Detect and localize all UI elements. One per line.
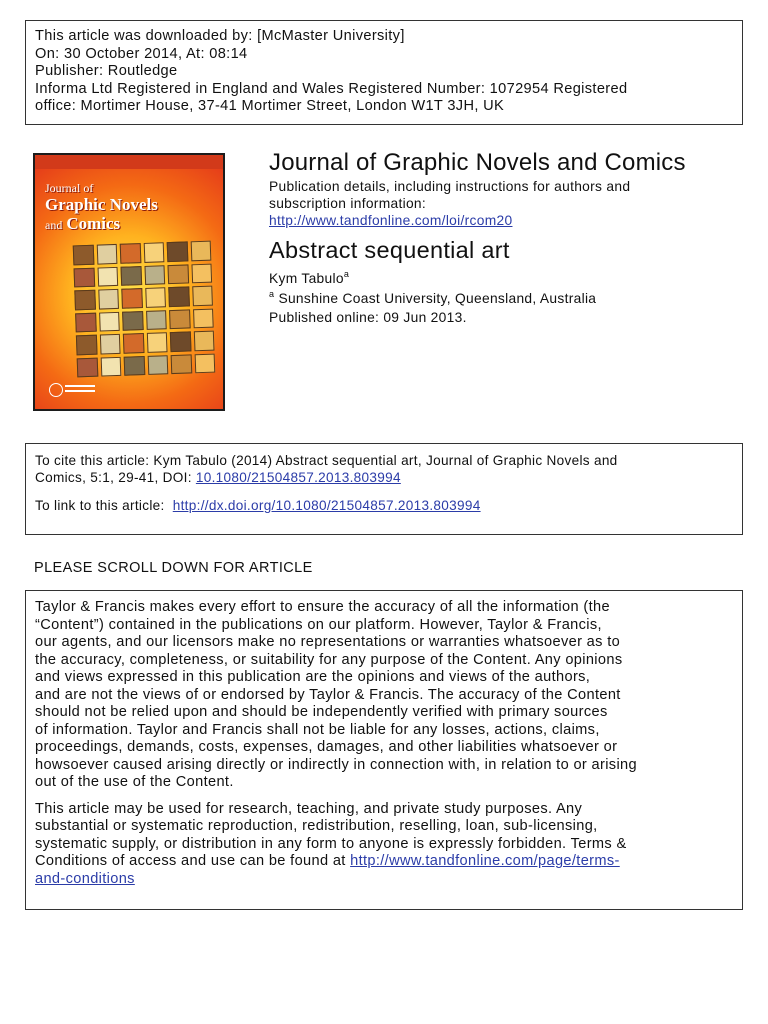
publication-details-line: subscription information: (269, 196, 427, 211)
disclaimer-paragraph (35, 599, 733, 792)
cover-title (45, 181, 225, 234)
article-title: Abstract sequential art (269, 237, 510, 263)
usage-line (35, 853, 733, 871)
comic-panel-tile (145, 287, 166, 307)
comic-panel-tile (120, 243, 141, 263)
comic-panel-tile (120, 266, 141, 286)
citation-doi-line (35, 469, 733, 486)
download-date-line: On: 30 October 2014, At: 08:14 (35, 45, 248, 62)
disclaimer-line: our agents, and our licensors make no representations or warranties whatsoever as to (35, 634, 621, 650)
comic-panel-tile (193, 331, 214, 351)
affiliation-line (269, 289, 729, 309)
author-superscript: a (343, 269, 350, 279)
publication-details (269, 178, 729, 229)
disclaimer-line: howsoever caused arising directly or indirectly in connection with, in relation to or arising (35, 756, 637, 773)
publisher-logo-text (65, 385, 95, 387)
comic-panel-tile (75, 312, 96, 332)
comic-panel-tile (99, 334, 120, 354)
publisher-logo-icon (49, 383, 63, 397)
disclaimer-line: and views expressed in this publication are the opinions and views of the authors, (35, 669, 591, 685)
usage-line (35, 871, 733, 889)
disclaimer-line: Taylor & Francis makes every effort to ensure the accuracy of all the information (the (35, 599, 610, 615)
usage-line-prefix: Conditions of access and use can be found at (35, 853, 351, 869)
journal-title: Journal of Graphic Novels and Comics (269, 149, 686, 176)
office-line: office: Mortimer House, 37-41 Mortimer Street, London W1T 3JH, UK (35, 98, 505, 114)
registration-line: Informa Ltd Registered in England and Wales Registered Number: 1072954 Registered (35, 80, 628, 97)
published-date: Published online: 09 Jun 2013. (269, 310, 467, 325)
affiliation-text: Sunshine Coast University, Queensland, Australia (274, 291, 597, 306)
author-name: Kym Tabulo (269, 271, 344, 286)
publication-details-line: Publication details, including instructions for authors and (269, 179, 631, 194)
comic-panel-tile (99, 311, 120, 331)
disclaimer-line: “Content”) contained in the publications on our platform. However, Taylor & Francis, (35, 616, 602, 633)
comic-panel-tile (124, 356, 145, 376)
disclaimer-line: out of the use of the Content. (35, 774, 234, 790)
comic-panel-tile (194, 353, 215, 373)
comic-panel-tile (74, 267, 95, 287)
disclaimer-line: proceedings, demands, costs, expenses, damages, and other liabilities whatsoever or (35, 739, 618, 755)
download-info-line: This article was downloaded by: [McMaster University] (35, 28, 405, 44)
comic-panel-tile (193, 308, 214, 328)
disclaimer-line: and are not the views of or endorsed by Taylor & Francis. The accuracy of the Content (35, 686, 621, 703)
usage-line: substantial or systematic reproduction, redistribution, reselling, loan, sub-licensing, (35, 818, 598, 834)
comic-panel-tile (98, 289, 119, 309)
cover-title-and: and (45, 218, 63, 232)
comic-panel-tile (121, 288, 142, 308)
comic-panel-tile (171, 354, 192, 374)
citation-line: To cite this article: Kym Tabulo (2014) Abstract sequential art, Journal of Graphic Novels and (35, 453, 618, 468)
comic-panel-tile (123, 333, 144, 353)
comic-panel-tile (190, 241, 211, 261)
comic-panel-tile (168, 286, 189, 306)
disclaimer-line: the accuracy, completeness, or suitability for any purpose of the Content. Any opinions (35, 651, 623, 668)
publisher-line: Publisher: Routledge (35, 63, 178, 79)
citation-doi-prefix: Comics, 5:1, 29-41, DOI: (35, 470, 196, 485)
disclaimer-line: of information. Taylor and Francis shall not be liable for any losses, actions, claims, (35, 721, 600, 738)
cover-title-big: Graphic Novels (45, 195, 158, 214)
comic-panel-tile (192, 286, 213, 306)
journal-cover-image (33, 153, 225, 411)
terms-disclaimer-box (25, 590, 743, 910)
comic-panel-tile (146, 332, 167, 352)
usage-paragraph (35, 801, 733, 889)
usage-line: systematic supply, or distribution in any form to anyone is expressly forbidden. Terms & (35, 835, 627, 852)
comic-panel-tile (122, 311, 143, 331)
comic-panel-tile (167, 241, 188, 261)
comic-panel-tile (74, 290, 95, 310)
comic-panel-tile (191, 263, 212, 283)
comic-panel-tile (143, 242, 164, 262)
comic-panel-tile (169, 309, 190, 329)
comic-panel-tile (100, 356, 121, 376)
comic-panel-tile (144, 265, 165, 285)
cover-top-band (35, 155, 223, 169)
comic-panel-tile (147, 355, 168, 375)
comic-panel-tile (146, 310, 167, 330)
comic-panel-tile (167, 264, 188, 284)
article-link-prefix: To link to this article: (35, 498, 173, 513)
affiliation-superscript: a (269, 289, 275, 299)
article-doi-url-link[interactable]: http://dx.doi.org/10.1080/21504857.2013.803994 (172, 498, 481, 513)
comic-panel-tile (77, 357, 98, 377)
comic-panel-mosaic (73, 241, 216, 378)
article-link-line (35, 497, 733, 514)
cover-title-comics: Comics (66, 214, 121, 233)
comic-panel-tile (170, 331, 191, 351)
terms-url-link-continued[interactable]: and-conditions (35, 870, 135, 887)
doi-link[interactable]: 10.1080/21504857.2013.803994 (195, 470, 401, 485)
scroll-notice: PLEASE SCROLL DOWN FOR ARTICLE (34, 560, 313, 576)
comic-panel-tile (96, 244, 117, 264)
author-line (269, 269, 729, 289)
comic-panel-tile (76, 335, 97, 355)
journal-url-link[interactable]: http://www.tandfonline.com/loi/rcom20 (269, 213, 513, 228)
comic-panel-tile (73, 245, 94, 265)
download-info-box (25, 20, 743, 125)
comic-panel-tile (97, 266, 118, 286)
usage-line: This article may be used for research, teaching, and private study purposes. Any (35, 800, 583, 817)
journal-url-line (269, 212, 729, 229)
citation-box (25, 443, 743, 535)
disclaimer-line: should not be relied upon and should be independently verified with primary sources (35, 704, 608, 720)
article-header (269, 148, 729, 326)
cover-title-small: Journal of (45, 181, 94, 195)
terms-url-link[interactable]: http://www.tandfonline.com/page/terms- (350, 853, 620, 869)
